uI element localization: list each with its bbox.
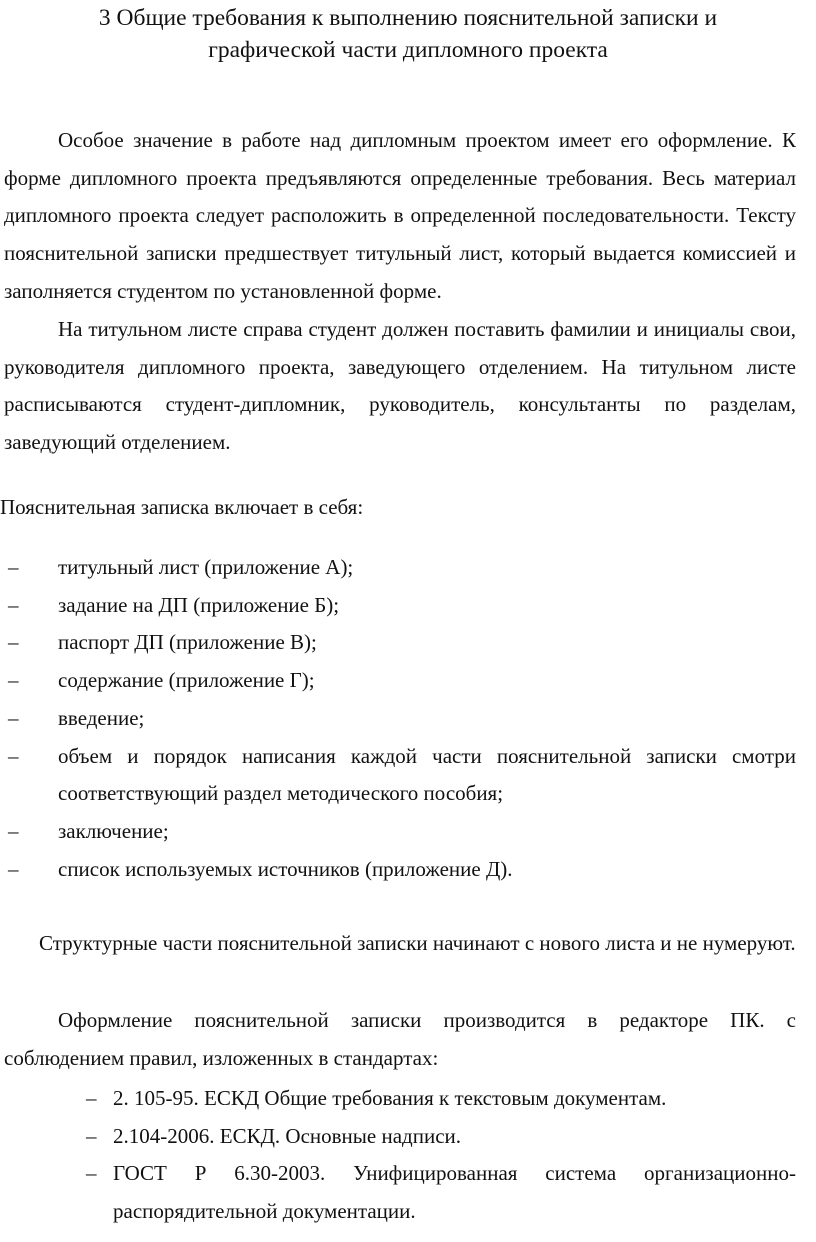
dash-marker: –: [8, 856, 19, 881]
list-item: – 2.104-2006. ЕСКД. Основные надписи.: [0, 1118, 796, 1156]
dash-marker: –: [86, 1123, 97, 1148]
dash-marker: –: [8, 630, 19, 655]
list-item: – заключение;: [0, 813, 796, 851]
dash-marker: –: [86, 1086, 97, 1110]
list-item: – титульный лист (приложение А);: [0, 549, 796, 587]
standards-list: [0, 1080, 796, 1231]
paragraph-includes: Пояснительная записка включает в себя:: [0, 495, 364, 519]
dash-marker: –: [8, 705, 19, 730]
list-item: – введение;: [0, 700, 796, 738]
title-line-1: 3 Общие требования к выполнению пояснительной записки и: [98, 5, 718, 31]
dash-marker: –: [8, 818, 19, 843]
paragraph-design-importance: Особое значение в работе над дипломным проектом имеет его оформление. К форме дипломного проекта предъявляются определенные требования. Весь материал дипломного проекта следует расположить в определенной последовательности. Тексту пояснительной записки предшествует титульный лист, который выдается комиссией и заполняется студентом по установленной форме.: [4, 128, 796, 303]
title-line-2: графической части дипломного проекта: [208, 37, 608, 63]
dash-marker: –: [8, 592, 19, 617]
dash-marker: –: [86, 1161, 97, 1186]
list-item: – 2. 105-95. ЕСКД Общие требования к текстовым документам.: [0, 1080, 796, 1118]
list-item: – содержание (приложение Г);: [0, 662, 796, 700]
paragraph-title-page: На титульном листе справа студент должен поставить фамилии и инициалы свои, руководителя дипломного проекта, заведующего отделением. На титульном листе расписываются студент-дипломник, руководитель, консультанты по разделам, заведующий отделением.: [4, 317, 796, 455]
dash-marker: –: [8, 555, 19, 579]
page-title: [0, 2, 816, 66]
list-item: – паспорт ДП (приложение В);: [0, 624, 796, 662]
list-item: – список используемых источников (приложение Д).: [0, 851, 796, 889]
paragraph-formatting: Оформление пояснительной записки производится в редакторе ПК. с соблюдением правил, изложенных в стандартах:: [4, 1008, 796, 1070]
dash-marker: –: [8, 668, 19, 693]
list-item: – задание на ДП (приложение Б);: [0, 587, 796, 625]
contents-list: [0, 549, 796, 888]
list-item: – объем и порядок написания каждой части пояснительной записки смотри соответствующий раздел методического пособия;: [0, 738, 796, 813]
dash-marker: –: [8, 743, 19, 768]
paragraph-structural-parts: Структурные части пояснительной записки начинают с нового листа и не нумеруют.: [39, 931, 796, 955]
list-item: – ГОСТ Р 6.30-2003. Унифицированная система организационно-распорядительной документации.: [0, 1155, 796, 1230]
